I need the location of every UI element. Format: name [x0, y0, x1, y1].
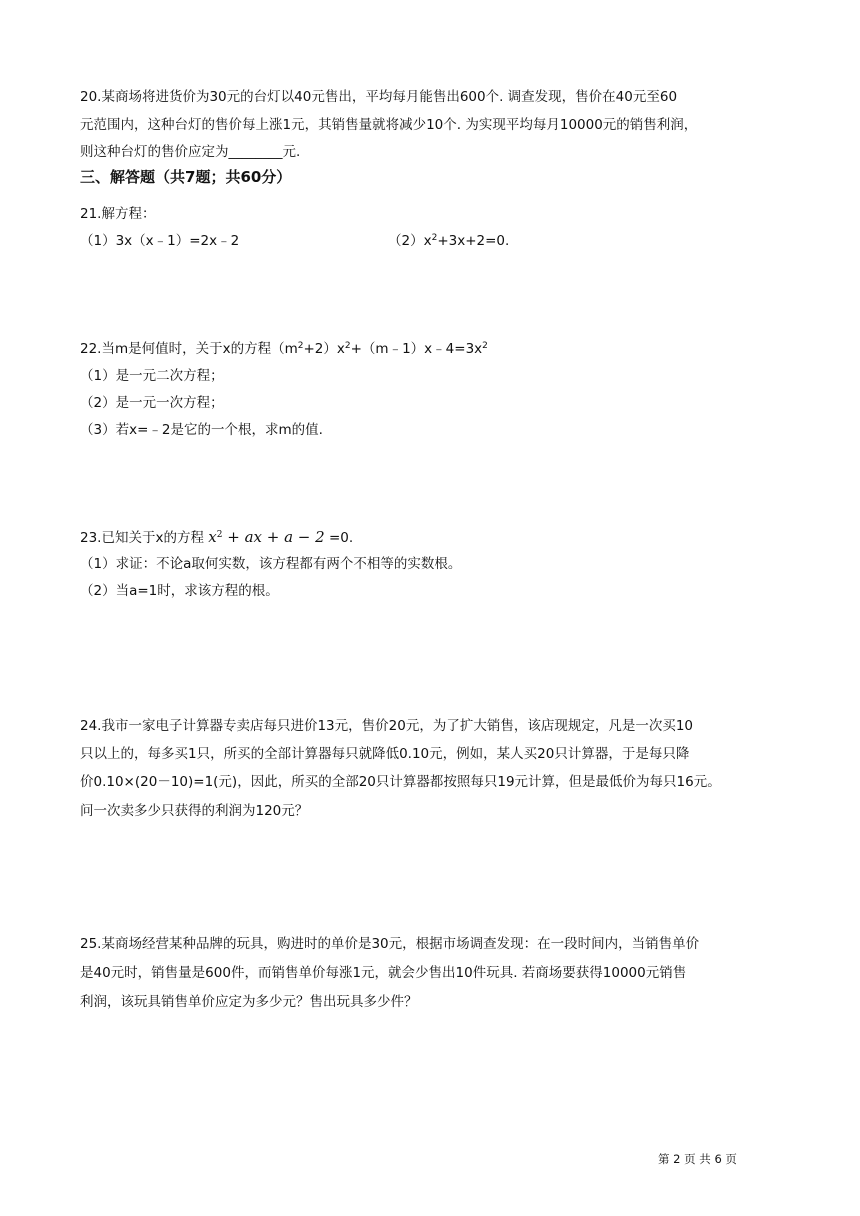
q22-part3: （3）若x=﹣2是它的一个根，求m的值.	[80, 422, 323, 438]
page-number: 第 2 页 共 6 页	[658, 1152, 737, 1166]
q23-stem: 23.已知关于x的方程 $x^2$ + ax + a − 2 =0.	[80, 528, 354, 546]
q23-part1: （1）求证：不论a取何实数，该方程都有两个不相等的实数根。	[80, 556, 462, 572]
q25-line1: 25.某商场经营某种品牌的玩具，购进时的单价是30元，根据市场调查发现：在一段时间内，当销售单价	[80, 936, 700, 952]
q22-part2: （2）是一元一次方程；	[80, 395, 224, 411]
section-heading: 三、解答题（共7题；共60分）	[80, 168, 292, 186]
q20-line1: 20.某商场将进货价为30元的台灯以40元售出，平均每月能售出600个. 调查发现，售价在40元至60	[80, 89, 678, 105]
q24-line1: 24.我市一家电子计算器专卖店每只进价13元，售价20元，为了扩大销售，该店现规定，凡是一次买10	[80, 718, 694, 734]
q24-line3: 价0.10×(20－10)=1(元)，因此，所买的全部20只计算器都按照每只19元计算，但是最低价为每只16元。	[80, 774, 721, 790]
q25-line2: 是40元时，销售量是600件，而销售单价每涨1元，就会少售出10件玩具. 若商场要获得10000元销售	[80, 965, 687, 981]
q24-line2: 只以上的，每多买1只，所买的全部计算器每只就降低0.10元，例如，某人买20只计算器，于是每只降	[80, 746, 690, 762]
q22-part1: （1）是一元二次方程；	[80, 368, 224, 384]
q23-part2: （2）当a=1时，求该方程的根。	[80, 583, 279, 599]
q21-part1: （1）3x（x﹣1）=2x﹣2	[80, 233, 240, 249]
q21-part2: $(2)x^2+3x+2=0$.	[388, 233, 510, 249]
q23-formula: $x^2$ + ax + a − 2	[208, 528, 325, 546]
q21-stem: 21.解方程：	[80, 206, 156, 222]
q25-line3: 利润，该玩具销售单价应定为多少元？售出玩具多少件？	[80, 994, 418, 1010]
q20-line3: 则这种台灯的售价应定为________元.	[80, 144, 301, 160]
q22-stem: 22.当m是何值时，关于x的方程$(m^2+2)x^2+(m﹣1)x﹣4=3x^2$	[80, 341, 488, 357]
q20-line2: 元范围内，这种台灯的售价每上涨1元，其销售量就将减少10个. 为实现平均每月10000元的销售利润，	[80, 117, 698, 133]
q24-line4: 问一次卖多少只获得的利润为120元？	[80, 803, 309, 819]
